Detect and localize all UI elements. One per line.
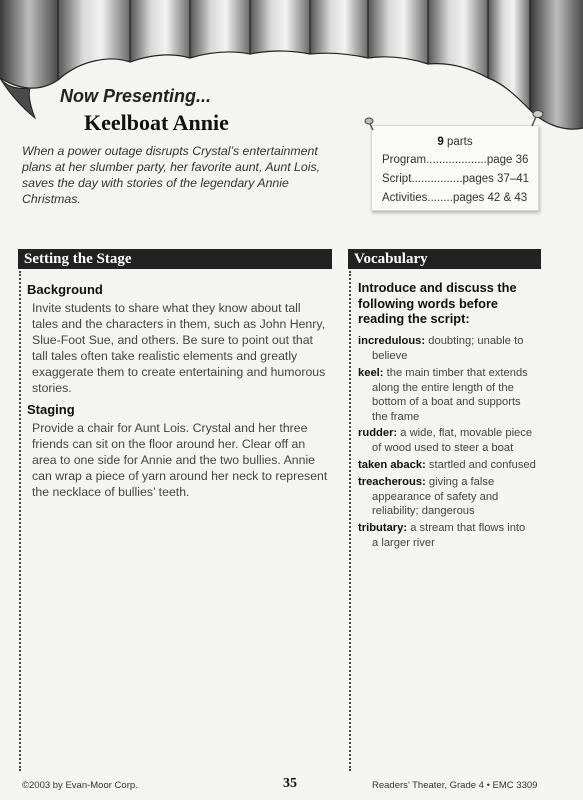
program-page-row: Program...................page 36 xyxy=(382,154,529,166)
series-info: Readers’ Theater, Grade 4 • EMC 3309 xyxy=(372,780,538,791)
column-divider xyxy=(349,271,351,771)
column-divider xyxy=(19,271,21,771)
play-summary: When a power outage disrupts Crystal’s entertainment plans at her slumber party, her favorite aunt, Aunt Lois, saves the day with stories of the legendary Annie Christmas. xyxy=(22,144,321,206)
setting-the-stage-heading: Setting the Stage xyxy=(18,249,332,269)
vocab-entry-treacherous: treacherous: giving a false appearance of safety and reliability; dangerous xyxy=(358,476,499,517)
script-pages-row: Script................pages 37–41 xyxy=(382,173,530,185)
activities-pages-row: Activities........pages 42 & 43 xyxy=(382,192,528,204)
page-number: 35 xyxy=(283,776,297,791)
vocab-entry-keel: keel: the main timber that extends along the entire length of the bottom of a boat and supports the frame xyxy=(358,367,528,423)
parts-info-card xyxy=(371,125,539,211)
staging-text: Provide a chair for Aunt Lois. Crystal and her three friends can sit on the floor around her. Clear off an area to one side for Annie and the two bullies. Annie can wrap a piece of yarn around her neck to represent the necklace of bullies’ teeth. xyxy=(32,421,328,499)
copyright-text: ©2003 by Evan-Moor Corp. xyxy=(22,780,138,791)
vocab-entry-rudder: rudder: a wide, flat, movable piece of wood used to steer a boat xyxy=(358,427,533,454)
parts-count: 9 parts xyxy=(437,136,473,148)
background-text: Invite students to share what they know about tall tales and the characters in them, such as John Henry, Slue-Foot Sue, and others. Be sure to point out that tall tales often take realistic elements and greatly exaggerate them to create entertaining and humorous stories. xyxy=(32,301,326,395)
vocab-entry-incredulous: incredulous: doubting; unable to believe xyxy=(358,335,524,362)
now-presenting-label: Now Presenting... xyxy=(60,86,212,106)
staging-heading: Staging xyxy=(27,402,75,417)
background-heading: Background xyxy=(27,282,103,297)
page-title: Keelboat Annie xyxy=(84,110,229,135)
vocab-entry-taken-aback: taken aback: startled and confused xyxy=(358,459,536,471)
pushpin-icon xyxy=(364,116,380,134)
vocabulary-heading: Vocabulary xyxy=(348,249,541,269)
pushpin-icon xyxy=(526,108,544,130)
vocab-entry-tributary: tributary: a stream that flows into a larger river xyxy=(358,522,526,549)
vocabulary-instructions: Introduce and discuss the following words before reading the script: xyxy=(358,280,517,326)
